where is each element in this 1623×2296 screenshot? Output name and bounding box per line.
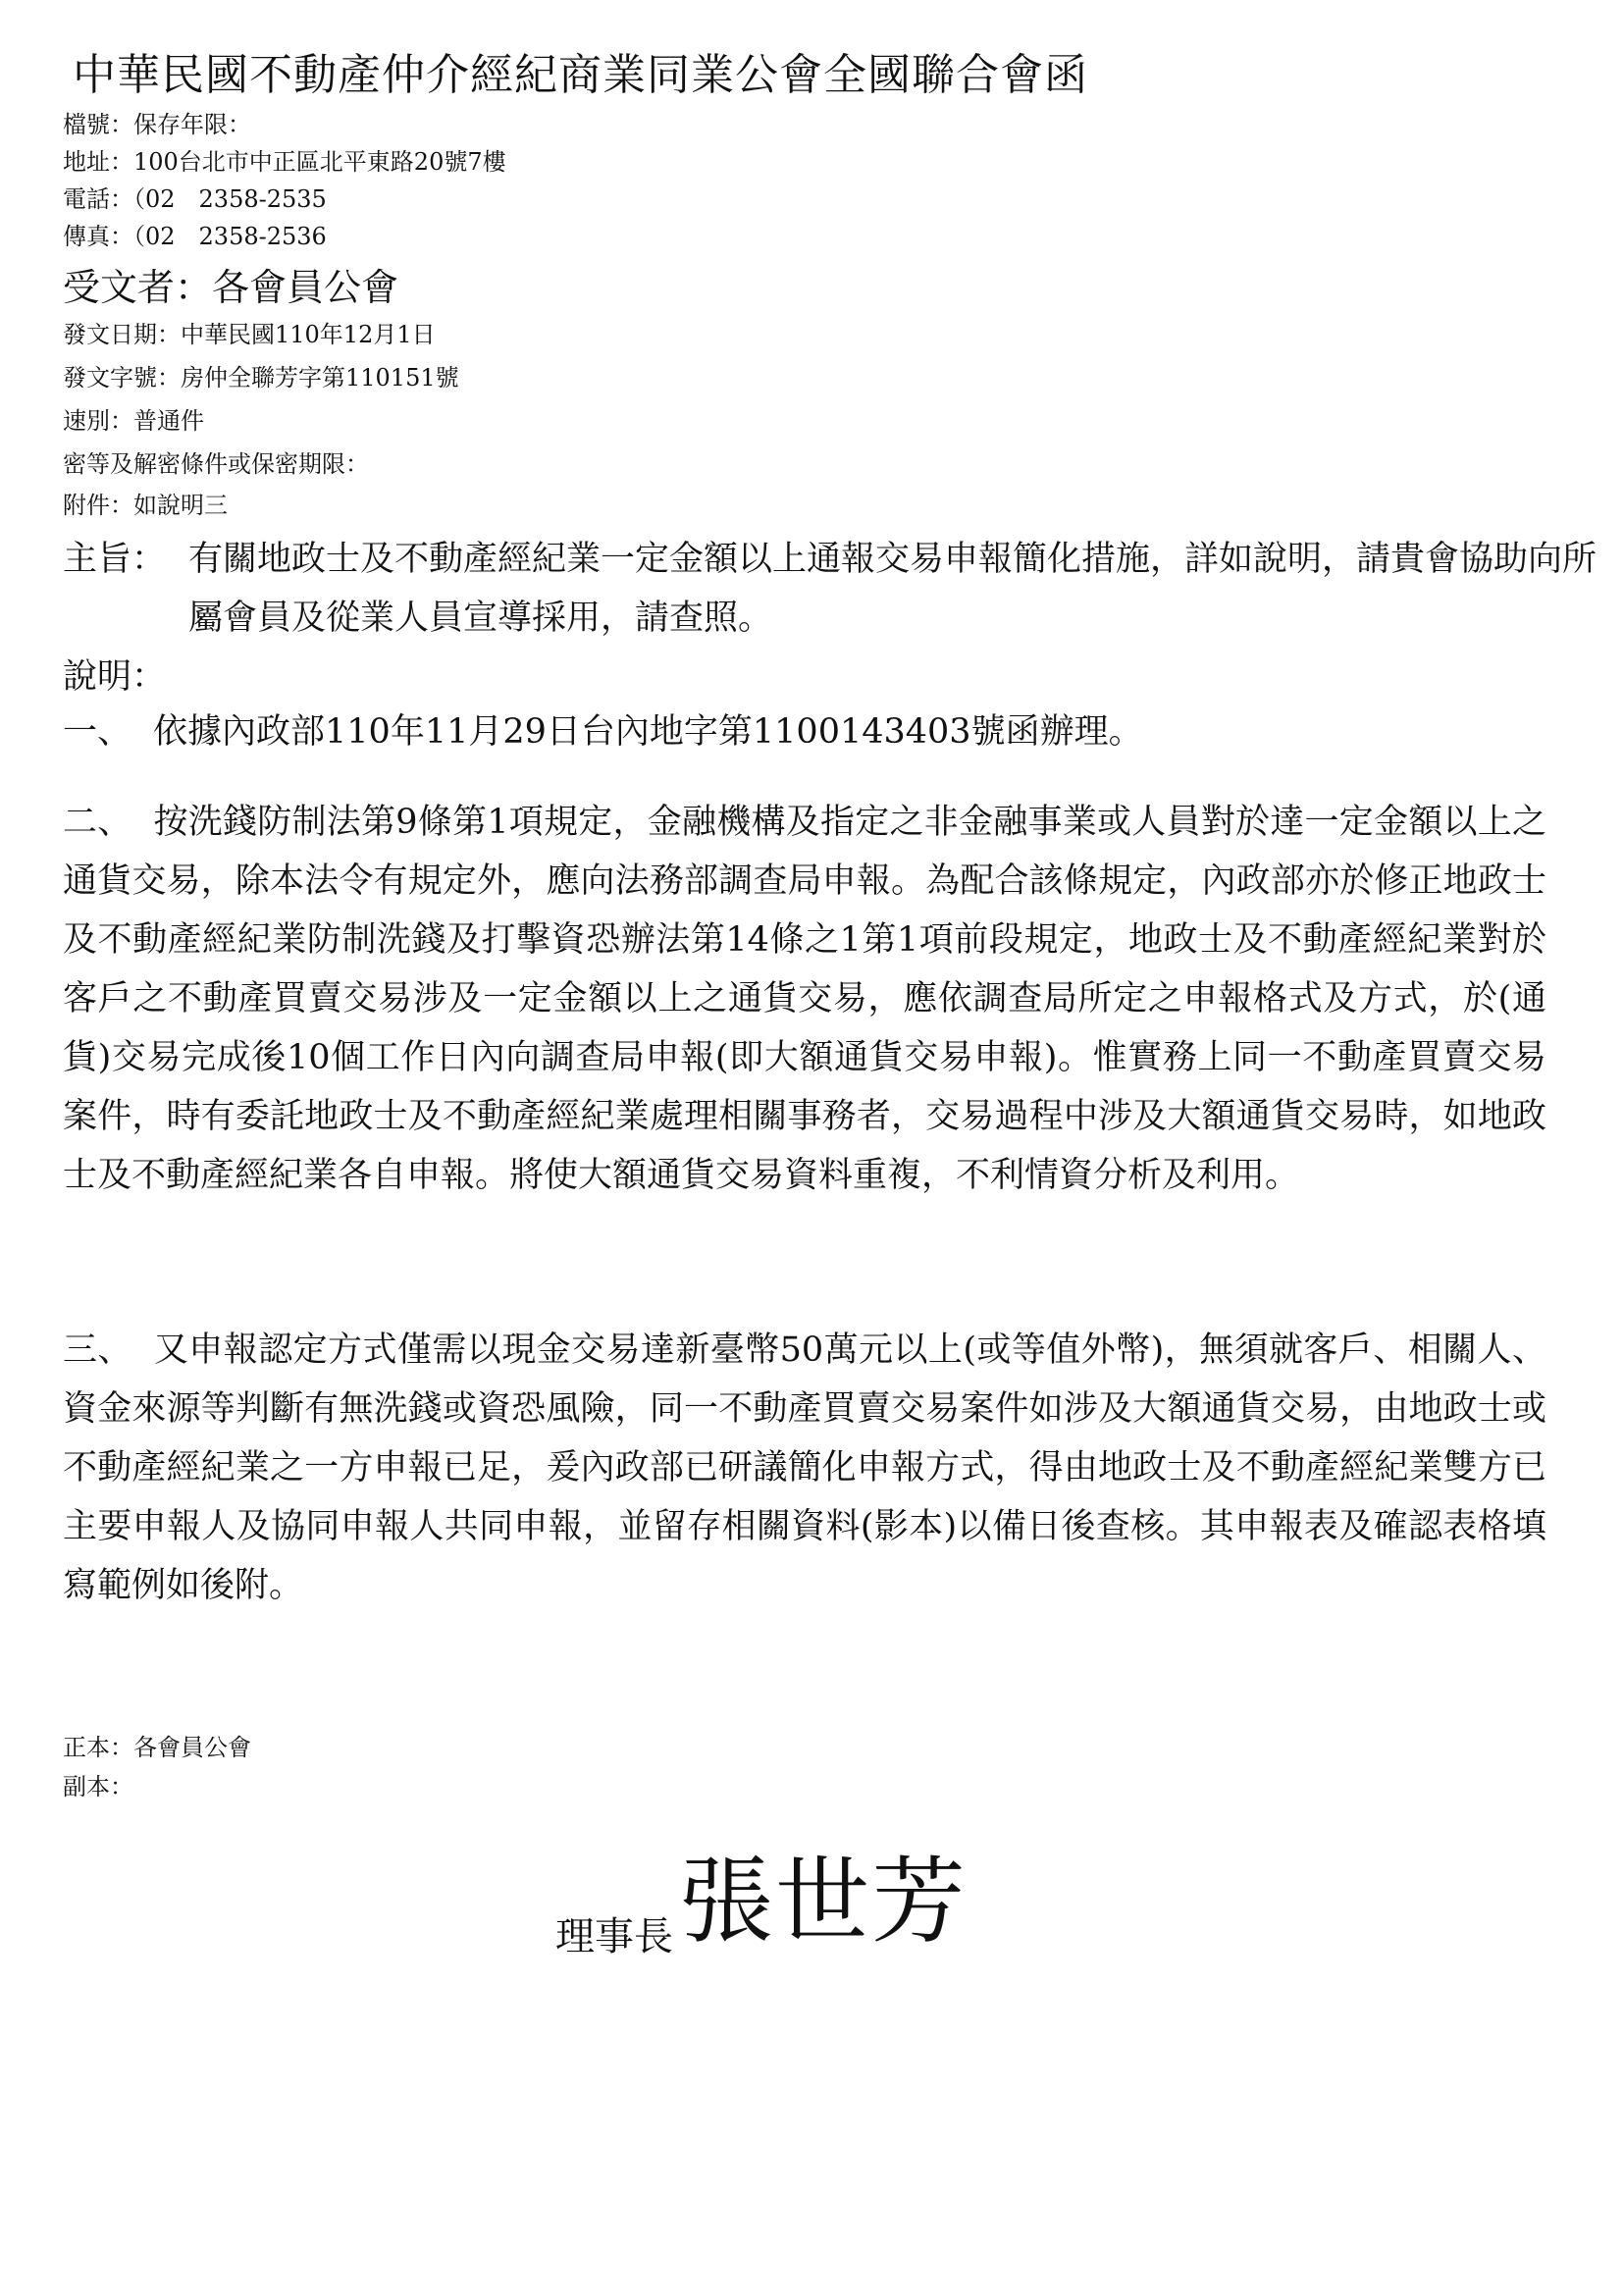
item-text: 又申報認定方式僅需以現金交易達新臺幣50萬元以上(或等值外幣)，無須就客戶、相關人、資金來源等判斷有無洗錢或資恐風險，同一不動產買賣交易案件如涉及大額通貨交易，由地政士或不動產經紀業之一方申報已足，爰內政部已研議簡化申報方式，得由地政士及不動產經紀業雙方已主要申報人及協同申報人共同申報，並留存相關資料(影本)以備日後查核。其申報表及確認表格填寫範例如後附。	[63, 1331, 1546, 1605]
recipient-line: 受文者：各會員公會	[63, 266, 399, 309]
explanation-item-1	[63, 703, 1546, 761]
secrecy-level: 密等及解密條件或保密期限：	[63, 450, 369, 478]
issue-date: 發文日期：中華民國110年12月1日	[63, 321, 436, 348]
document-number: 發文字號：房仲全聯芳字第110151號	[63, 364, 459, 391]
item-number: 三、	[63, 1331, 132, 1370]
document-title: 中華民國不動產仲介經紀商業同業公會全國聯合會函	[73, 50, 1088, 100]
address-line: 地址：100台北市中正區北平東路20號7樓	[63, 148, 506, 176]
signature-block	[555, 1827, 968, 1961]
phone-line: 電話：（02 2358-2535	[63, 185, 327, 213]
explanation-label: 說明：	[63, 657, 167, 697]
attachment-line: 附件：如說明三	[63, 492, 228, 519]
original-recipient: 正本：各會員公會	[63, 1734, 251, 1761]
item-number: 二、	[63, 803, 132, 842]
delivery-speed: 速別：普通件	[63, 407, 204, 435]
item-text: 按洗錢防制法第9條第1項規定，金融機構及指定之非金融事業或人員對於達一定金額以上之通貨交易，除本法令有規定外，應向法務部調查局申報。為配合該條規定，內政部亦於修正地政士及不動產經紀業防制洗錢及打擊資恐辦法第14條之1第1項前段規定，地政士及不動產經紀業對於客戶之不動產買賣交易涉及一定金額以上之通貨交易，應依調查局所定之申報格式及方式，於(通貨)交易完成後10個工作日內向調查局申報(即大額通貨交易申報)。惟實務上同一不動產買賣交易案件，時有委託地政士及不動產經紀業處理相關事務者，交易過程中涉及大額通貨交易時，如地政士及不動產經紀業各自申報。將使大額通貨交易資料重複，不利情資分析及利用。	[63, 803, 1546, 1195]
copy-recipient: 副本：	[63, 1773, 133, 1800]
item-text: 依據內政部110年11月29日台內地字第1100143403號函辦理。	[153, 712, 1143, 752]
fax-line: 傳真：（02 2358-2536	[63, 223, 327, 250]
item-number: 一、	[63, 712, 132, 752]
explanation-item-3	[63, 1321, 1546, 1615]
signatory-title: 理事長	[555, 1914, 673, 1959]
subject-label: 主旨：	[63, 540, 167, 579]
explanation-item-2	[63, 793, 1546, 1205]
subject-text: 有關地政士及不動產經紀業一定金額以上通報交易申報簡化措施，詳如說明，請貴會協助向所屬會員及從業人員宣導採用，請查照。	[188, 540, 1597, 638]
file-number: 檔號：保存年限：	[63, 111, 251, 138]
signatory-name: 張世芳	[679, 1847, 968, 1957]
